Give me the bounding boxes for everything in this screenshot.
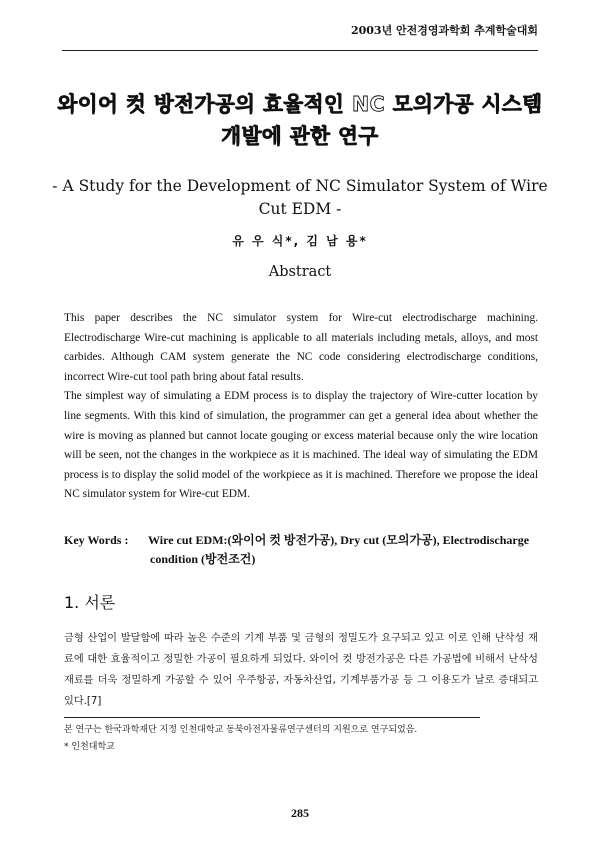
keywords-label: Key Words :	[64, 533, 129, 547]
abstract-paragraph-1: This paper describes the NC simulator system for Wire-cut electrodischarge machining. Electrodischarge Wire-cut machining is applicable to all materials including metals, alloys, and most carbides. Although CAM system generate the NC code considering electrodischarge conditions, incorrect Wire-cut tool path bring about fatal results.	[64, 312, 538, 383]
conference-header: 2003년 안전경영과학회 추계학술대회	[350, 24, 538, 37]
english-title-line-1: - A Study for the Development of NC Simulator System of Wire	[52, 177, 548, 195]
abstract-heading: Abstract	[268, 264, 332, 280]
korean-title	[40, 88, 560, 152]
abstract-paragraph-2: The simplest way of simulating a EDM process is to display the trajectory of Wire-cutter location by line segments. With this kind of simulation, the programmer can get a general idea about whether the wire is moving as planned but cannot locate gouging or excess material because only the wire location will be seen, not the changes in the workpiece as it is machined. The ideal way of simulating the EDM process is to display the solid model of the workpiece as it is machined. Therefore we propose the ideal NC simulator system for Wire-cut EDM.	[64, 390, 538, 501]
keywords-line-2: condition (방전조건)	[150, 552, 256, 566]
keywords-line-1: Wire cut EDM:(와이어 컷 방전가공), Dry cut (모의가공), Electrodischarge	[148, 533, 530, 547]
section-heading: 1. 서론	[64, 593, 116, 612]
authors: 유 우 식*, 김 남 용*	[232, 234, 368, 248]
footnote-funding: 본 연구는 한국과학재단 지정 인천대학교 동북아전자물류연구센터의 지원으로 연구되었음.	[64, 725, 418, 735]
header-rule	[62, 50, 538, 51]
keywords	[64, 531, 540, 569]
footnote-affiliation: * 인천대학교	[64, 742, 115, 752]
english-title	[50, 175, 550, 221]
korean-title-line-2: 개발에 관한 연구	[221, 124, 379, 148]
section-paragraph: 금형 산업이 발달함에 따라 높은 수준의 기계 부품 및 금형의 정밀도가 요구되고 있고 이로 인해 난삭성 재료에 대한 효율적이고 정밀한 가공이 필요하게 되었다. 와이어 컷 방전가공은 다른 가공법에 비해서 난삭성 재료를 더욱 정밀하게 가공할 수 있어 우주항공, 자동차산업, 기계부품가공 등 그 이용도가 날로 증대되고 있다.[7]	[64, 633, 538, 707]
abstract-body	[64, 309, 538, 505]
footnotes	[64, 722, 538, 756]
korean-title-line-1: 와이어 컷 방전가공의 효율적인 NC 모의가공 시스템	[57, 92, 543, 116]
page-number: 285	[291, 806, 309, 820]
section-body	[64, 628, 538, 712]
english-title-line-2: Cut EDM -	[258, 200, 342, 218]
footnote-rule	[64, 717, 480, 718]
